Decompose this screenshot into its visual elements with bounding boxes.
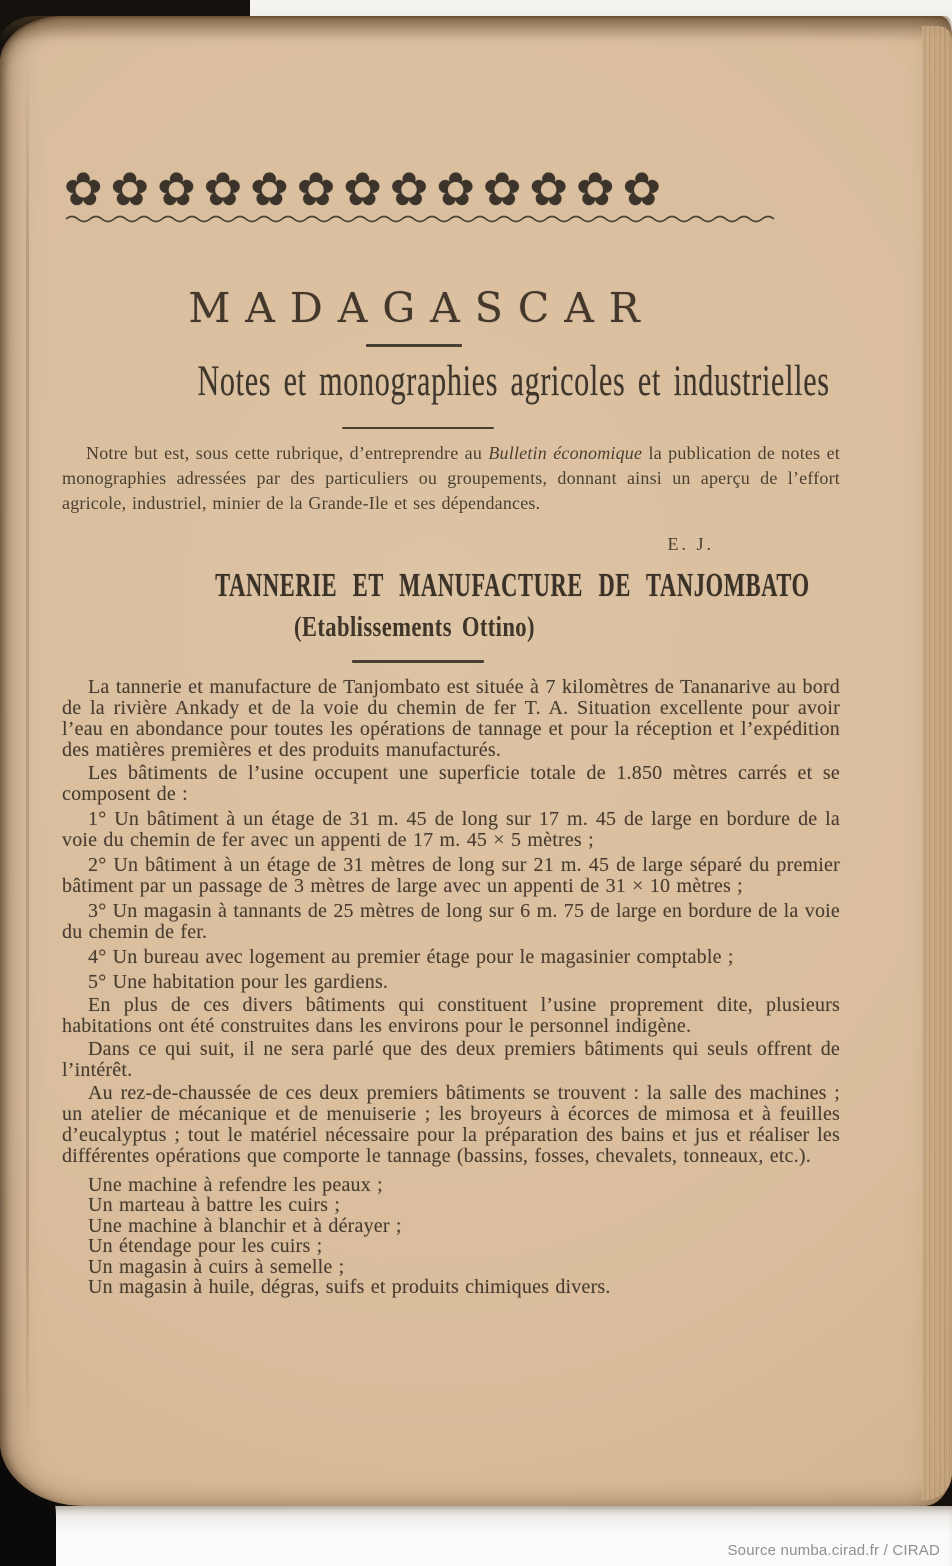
editorial-signature: E. J.: [667, 534, 714, 555]
article-heading: [62, 567, 810, 605]
floral-row: ✿✿✿✿✿✿✿✿✿✿✿✿✿: [64, 162, 670, 216]
body-paragraph-item-1: 1° Un bâtiment à un étage de 31 m. 45 de long sur 17 m. 45 de large en bordure de la voie du chemin de fer avec un appenti de 17 m. 45 × 5 mètres ;: [62, 807, 840, 851]
article-heading-text: TANNERIE ET MANUFACTURE DE TANJOMBATO: [215, 567, 810, 605]
page-edge-stack: [922, 26, 952, 1500]
series-title: [62, 357, 830, 406]
body-paragraph-item-2: 2° Un bâtiment à un étage de 31 mètres de long sur 21 m. 45 de large séparé du premier bâtiment par un passage de 3 mètres de large avec un appenti de 31 × 10 mètres ;: [62, 853, 840, 897]
article-header: [62, 567, 840, 663]
equipment-list: [62, 1175, 840, 1298]
page-content: [62, 162, 840, 1299]
masthead: [62, 286, 840, 429]
page-top-curl-shading: [0, 16, 952, 42]
article-subheading: [62, 612, 766, 644]
list-item: Un étendage pour les cuirs ;: [88, 1235, 323, 1258]
series-title-text: Notes et monographies agricoles et industrielles: [197, 358, 830, 406]
heading-rule: [352, 660, 484, 663]
editorial-text-after: la publication de notes et monographies adressées par des particuliers ou groupements, donnant ainsi un aperçu de l’effort agricole, industriel, minier de la Grande-Ile et ses dépendances.: [62, 443, 840, 514]
region-title: MADAGASCAR: [188, 284, 655, 332]
series-rule: [342, 427, 494, 430]
floral-ornament-border: [64, 162, 840, 224]
body-paragraph: En plus de ces divers bâtiments qui constituent l’usine proprement dite, plusieurs habitations ont été construites dans les environs pour le personnel indigène.: [62, 993, 840, 1037]
title-rule: [366, 344, 462, 347]
article-body: [62, 677, 840, 1167]
body-paragraph: Au rez-de-chaussée de ces deux premiers bâtiments se trouvent : la salle des machines ; un atelier de mécanique et de menuiserie ; les broyeurs à écorces de mimosa et à feuilles d’eucalyptus ; tout le matériel nécessaire pour la préparation des bains et jus et réaliser les différentes opérations que comporte le tannage (bassins, fosses, chevalets, tonneaux, etc.).: [62, 1081, 840, 1167]
editorial-italic-title: Bulletin économique: [488, 443, 643, 464]
body-paragraph: Les bâtiments de l’usine occupent une superficie totale de 1.850 mètres carrés et se composent de :: [62, 761, 840, 805]
gutter-fold-line: [26, 56, 29, 1446]
list-item: Une machine à refendre les peaux ;: [88, 1173, 383, 1196]
article-subheading-text: (Etablissements Ottino): [293, 611, 535, 644]
list-item: Un magasin à cuirs à semelle ;: [88, 1255, 345, 1278]
list-item: Un marteau à battre les cuirs ;: [88, 1194, 341, 1217]
editorial-text-before: Notre but est, sous cette rubrique, d’entreprendre au: [86, 443, 489, 464]
editorial-note: [62, 441, 840, 516]
body-paragraph-item-4: 4° Un bureau avec logement au premier étage pour le magasinier comptable ;: [88, 945, 734, 968]
list-item: Un magasin à huile, dégras, suifs et produits chimiques divers.: [88, 1276, 611, 1299]
list-item: Une machine à blanchir et à dérayer ;: [88, 1214, 402, 1237]
body-paragraph-item-3: 3° Un magasin à tannants de 25 mètres de long sur 6 m. 75 de large en bordure de la voie du chemin de fer.: [62, 899, 840, 943]
body-paragraph: Dans ce qui suit, il ne sera parlé que des deux premiers bâtiments qui seuls offrent de l’intérêt.: [62, 1037, 840, 1081]
body-paragraph-item-5: 5° Une habitation pour les gardiens.: [88, 970, 389, 993]
book-page: [0, 16, 952, 1506]
body-paragraph: La tannerie et manufacture de Tanjombato est située à 7 kilomètres de Tananarive au bord de la rivière Ankady et de la voie du chemin de fer T. A. Situation excellente pour avoir l’eau en abondance pour toutes les opérations de tannage et pour la réception et l’expédition des matières premières et des produits manufacturés.: [62, 675, 840, 761]
source-credit: Source numba.cirad.fr / CIRAD: [727, 1542, 940, 1559]
